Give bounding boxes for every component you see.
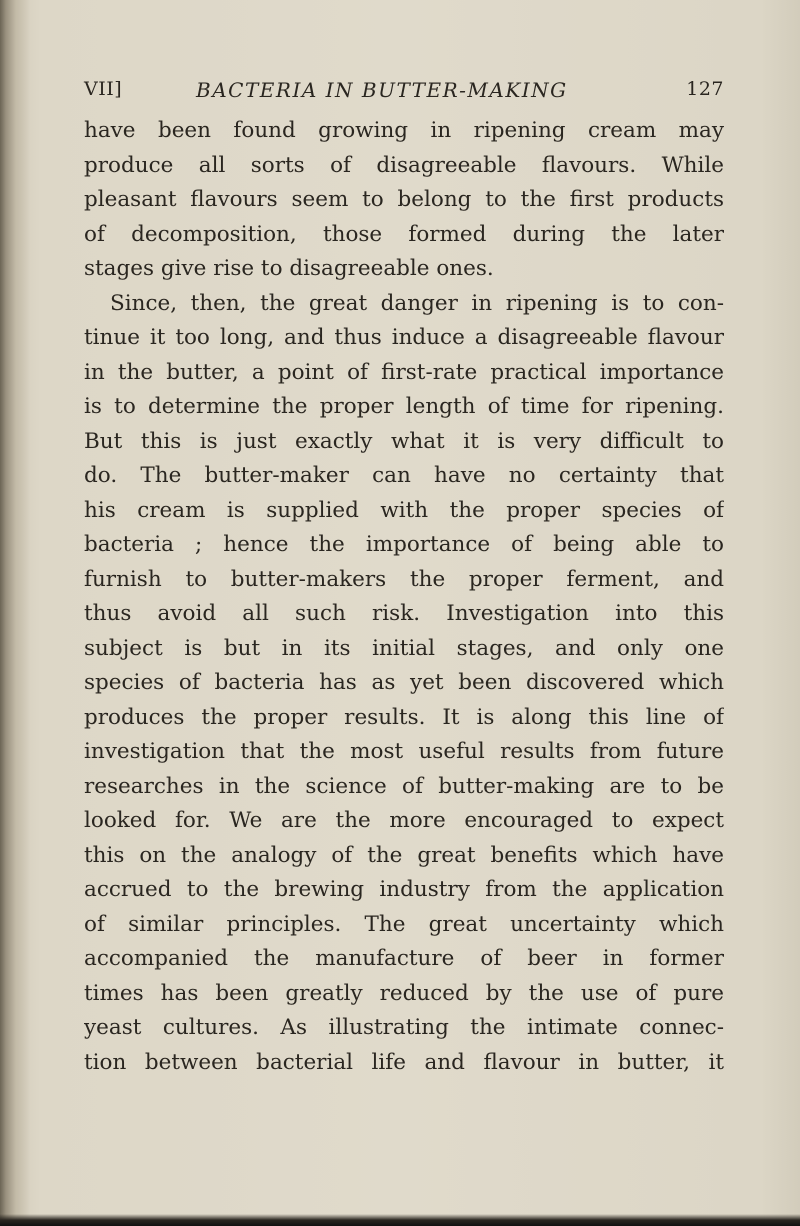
text-line: yeast cultures. As illustrating the intimate connec- <box>84 1015 724 1040</box>
text-line: have been found growing in ripening cream may <box>84 118 724 143</box>
running-title: BACTERIA IN BUTTER-MAKING <box>196 78 568 102</box>
text-line: stages give rise to disagreeable ones. <box>84 256 494 281</box>
text-line: in the butter, a point of first-rate practical importance <box>84 359 724 385</box>
text-line: produce all sorts of disagreeable flavours. While <box>84 152 724 178</box>
text-line: thus avoid all such risk. Investigation into this <box>84 601 724 626</box>
text-line: of decomposition, those formed during the later <box>84 221 724 247</box>
text-line: do. The butter-maker can have no certainty that <box>84 463 724 488</box>
text-line: this on the analogy of the great benefits which have <box>84 842 724 868</box>
binding-shadow <box>0 0 30 1226</box>
text-line: times has been greatly reduced by the use of pure <box>84 980 724 1006</box>
running-head <box>84 78 724 108</box>
text-line: is to determine the proper length of time for ripening. <box>84 394 724 419</box>
text-line: tion between bacterial life and flavour in butter, it <box>84 1049 724 1075</box>
text-line: furnish to butter-makers the proper ferment, and <box>84 566 724 592</box>
page-number: 127 <box>686 78 724 100</box>
text-line: bacteria ; hence the importance of being able to <box>84 532 724 557</box>
text-line: Since, then, the great danger in ripening is to con- <box>110 290 724 316</box>
text-line: looked for. We are the more encouraged to expect <box>84 808 724 833</box>
text-line: his cream is supplied with the proper species of <box>84 497 724 523</box>
text-line: tinue it too long, and thus induce a disagreeable flavour <box>84 325 724 350</box>
text-line: produces the proper results. It is along this line of <box>84 704 724 730</box>
text-line: researches in the science of butter-making are to be <box>84 773 724 799</box>
chapter-number: VII] <box>84 78 123 100</box>
text-line: But this is just exactly what it is very difficult to <box>84 428 724 454</box>
text-line: of similar principles. The great uncertainty which <box>84 911 724 937</box>
text-line: subject is but in its initial stages, and only one <box>84 635 724 661</box>
text-line: investigation that the most useful results from future <box>84 739 724 764</box>
text-line: accompanied the manufacture of beer in former <box>84 946 724 971</box>
text-line: species of bacteria has as yet been discovered which <box>84 670 724 695</box>
body-text <box>84 114 724 1080</box>
text-line: pleasant flavours seem to belong to the first products <box>84 187 724 212</box>
text-line: accrued to the brewing industry from the application <box>84 877 724 902</box>
page-bottom-edge <box>0 1214 800 1226</box>
